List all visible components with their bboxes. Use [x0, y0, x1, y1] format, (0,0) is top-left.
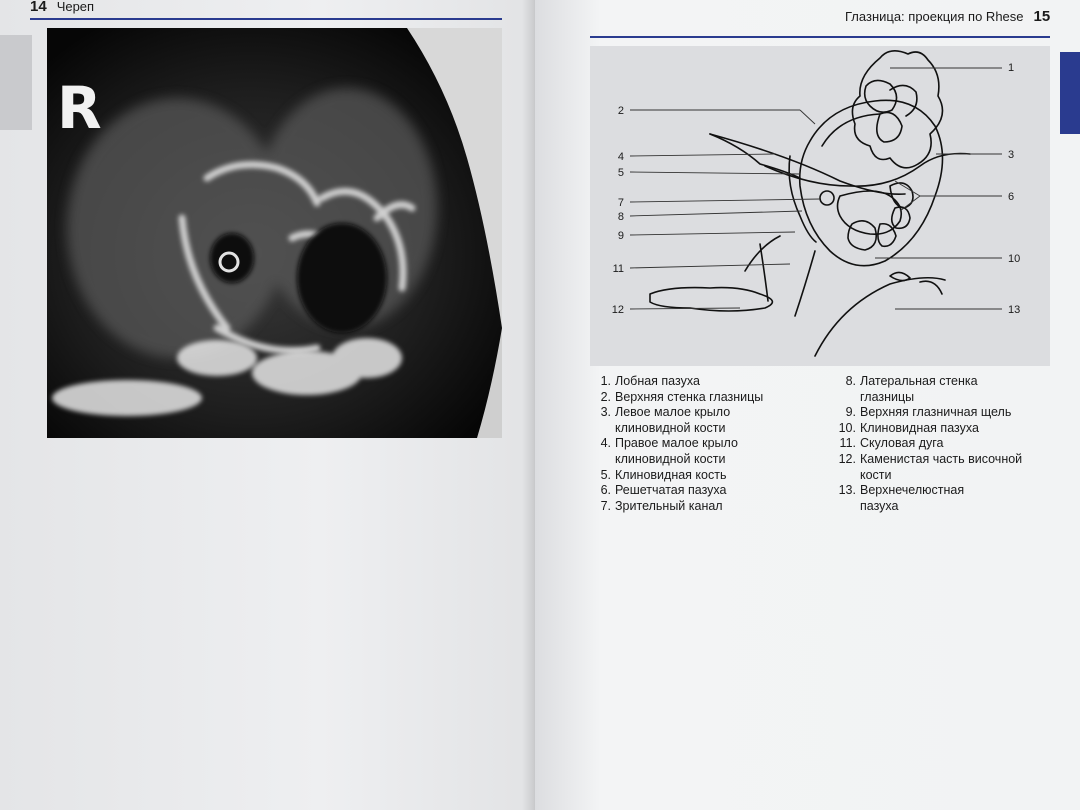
- legend-number: 7.: [600, 498, 611, 513]
- legend-column-2: [836, 374, 1046, 514]
- xray-side-marker: R: [57, 74, 102, 142]
- legend-item-13: [836, 483, 1046, 514]
- legend-number: 6.: [600, 483, 611, 498]
- callout-10: 10: [1008, 253, 1021, 265]
- callout-8: 8: [617, 211, 624, 223]
- diagram-callouts: [612, 62, 1021, 316]
- legend-text: Латеральная стенка глазницы: [860, 374, 978, 404]
- callout-3: 3: [1008, 149, 1015, 161]
- left-running-header: [30, 0, 94, 18]
- legend-number: 11.: [839, 436, 856, 451]
- legend-number: 8.: [845, 374, 856, 388]
- legend-text: Клиновидная пазуха: [860, 420, 979, 435]
- callout-1: 1: [1008, 62, 1015, 74]
- legend-column-1: [597, 374, 837, 514]
- diagram-outlines: [650, 51, 970, 356]
- right-thumb-tab: [1060, 52, 1080, 134]
- legend-text: Верхняя стенка глазницы: [615, 389, 764, 404]
- callout-4: 4: [617, 151, 624, 163]
- legend-item-8: [836, 374, 1046, 405]
- right-running-header: [845, 8, 1050, 25]
- legend-number: 1.: [600, 374, 611, 388]
- legend-item-1: [597, 374, 837, 390]
- left-running-head: Череп: [56, 0, 95, 14]
- legend-number: 4.: [600, 436, 611, 451]
- right-running-head: Глазница: проекция по Rhese: [845, 9, 1024, 24]
- left-page: [0, 0, 535, 810]
- legend-text: Клиновидная кость: [615, 467, 727, 482]
- legend-item-9: [836, 405, 1046, 421]
- legend-text: Верхнечелюстная пазуха: [860, 483, 965, 513]
- legend-text: Правое малое крыло клиновидной кости: [615, 436, 738, 466]
- legend-text: Скуловая дуга: [860, 436, 944, 451]
- diagram-leader-lines: [630, 68, 1002, 309]
- legend-text: Левое малое крыло клиновидной кости: [615, 405, 731, 435]
- callout-13: 13: [1008, 304, 1021, 316]
- legend-number: 12.: [838, 451, 856, 466]
- right-page-number: 15: [1033, 8, 1051, 25]
- callout-12: 12: [611, 304, 624, 316]
- left-page-number: 14: [30, 0, 47, 15]
- legend-number: 10.: [838, 420, 856, 435]
- legend-number: 9.: [845, 405, 856, 420]
- orbit-rhese-diagram: [590, 46, 1050, 366]
- legend-text: Зрительный канал: [615, 498, 723, 513]
- legend-number: 3.: [600, 405, 611, 420]
- legend-number: 5.: [600, 467, 611, 482]
- legend-item-5: [597, 468, 837, 484]
- left-thumb-tab: [0, 35, 32, 130]
- legend-text: Верхняя глазничная щель: [860, 405, 1012, 420]
- callout-7: 7: [617, 197, 624, 209]
- legend-item-10: [836, 421, 1046, 437]
- callout-2: 2: [617, 105, 624, 117]
- right-header-rule: [590, 36, 1050, 38]
- legend-item-2: [597, 390, 837, 406]
- legend-text: Каменистая часть височной кости: [860, 451, 1023, 482]
- legend-item-12: [836, 452, 1046, 483]
- skull-xray-image: [47, 28, 502, 438]
- callout-9: 9: [617, 230, 624, 242]
- left-header-rule: [30, 18, 502, 20]
- legend-item-6: [597, 483, 837, 499]
- legend-item-3: [597, 405, 837, 436]
- legend-item-7: [597, 499, 837, 515]
- legend-item-11: [836, 436, 1046, 452]
- callout-6: 6: [1008, 191, 1015, 203]
- legend-number: 13.: [838, 483, 856, 498]
- legend-item-4: [597, 436, 837, 467]
- legend-text: Решетчатая пазуха: [615, 483, 727, 498]
- callout-11: 11: [612, 263, 624, 275]
- legend-text: Лобная пазуха: [615, 374, 700, 388]
- callout-5: 5: [617, 167, 624, 179]
- legend-number: 2.: [600, 389, 611, 404]
